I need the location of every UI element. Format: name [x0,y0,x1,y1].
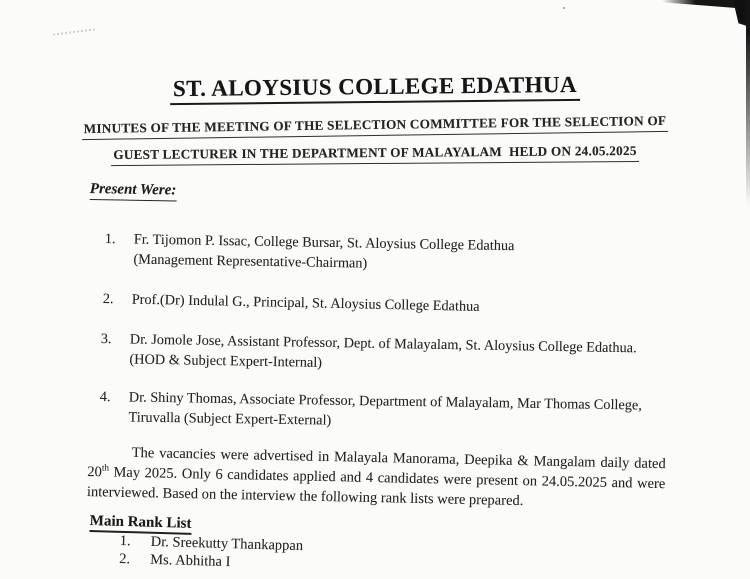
attendee-line2: (HOD & Subject Expert-Internal) [129,351,323,371]
attendee-item-3 [100,329,721,380]
attendee-number: 3. [100,330,112,348]
attendee-item-2 [103,289,723,322]
attendee-line1: Dr. Jomole Jose, Assistant Professor, Dept. of Malayalam, St. Aloysius College Edathua. [129,331,637,357]
attendee-item-1 [104,229,725,280]
attendee-line2: Tiruvalla (Subject Expert-External) [128,409,332,429]
attendee-line1: Dr. Shiny Thomas, Associate Professor, Department of Malayalam, Mar Thomas College, [128,389,643,414]
attendee-number: 2. [102,290,114,308]
rank-candidate-name: Ms. Abhitha I [150,551,231,570]
document-title: ST. ALOYSIUS COLLEGE EDATHUA [170,72,580,105]
paragraph-text: May 2025. Only 6 candidates applied and 4 candidates were present on 24.05.2025 and were interviewed. Based on the interview the following rank lists were prepared. [86,464,666,510]
rank-candidate-name: Dr. Sreekutty Thankappan [150,533,304,555]
rank-number: 1. [119,533,131,550]
present-were-heading: Present Were: [90,181,177,202]
rank-number: 2. [119,550,131,567]
document-subtitle-line1: MINUTES OF THE MEETING OF THE SELECTION COMMITTEE FOR THE SELECTION OF [82,113,669,140]
document-subtitle-line2: GUEST LECTURER IN THE DEPARTMENT OF MALAYALAM HELD ON 24.05.2025 [111,143,638,166]
attendee-number: 1. [104,230,116,248]
attendee-line1: Prof.(Dr) Indulal G., Principal, St. Aloysius College Edathua [131,291,480,315]
ordinal-superscript: th [101,462,110,473]
advertisement-paragraph [87,442,666,514]
scan-right-edge-artifact [746,0,750,205]
scan-speck [563,7,565,9]
paragraph-text: The vacancies were advertised in Malayala Manorama, Deepika & Mangalam daily dated 20 [87,444,666,481]
attendee-number: 4. [99,388,111,406]
main-rank-list [119,533,520,579]
attendee-item-4 [99,387,720,437]
attendee-line1: Fr. Tijomon P. Issac, College Bursar, St. Aloysius College Edathua [133,231,515,255]
scan-top-edge-artifact [662,0,736,8]
main-rank-list-heading: Main Rank List [89,513,191,535]
attendee-line2: (Management Representative-Chairman) [133,251,368,272]
pen-scribble-mark [53,28,95,35]
